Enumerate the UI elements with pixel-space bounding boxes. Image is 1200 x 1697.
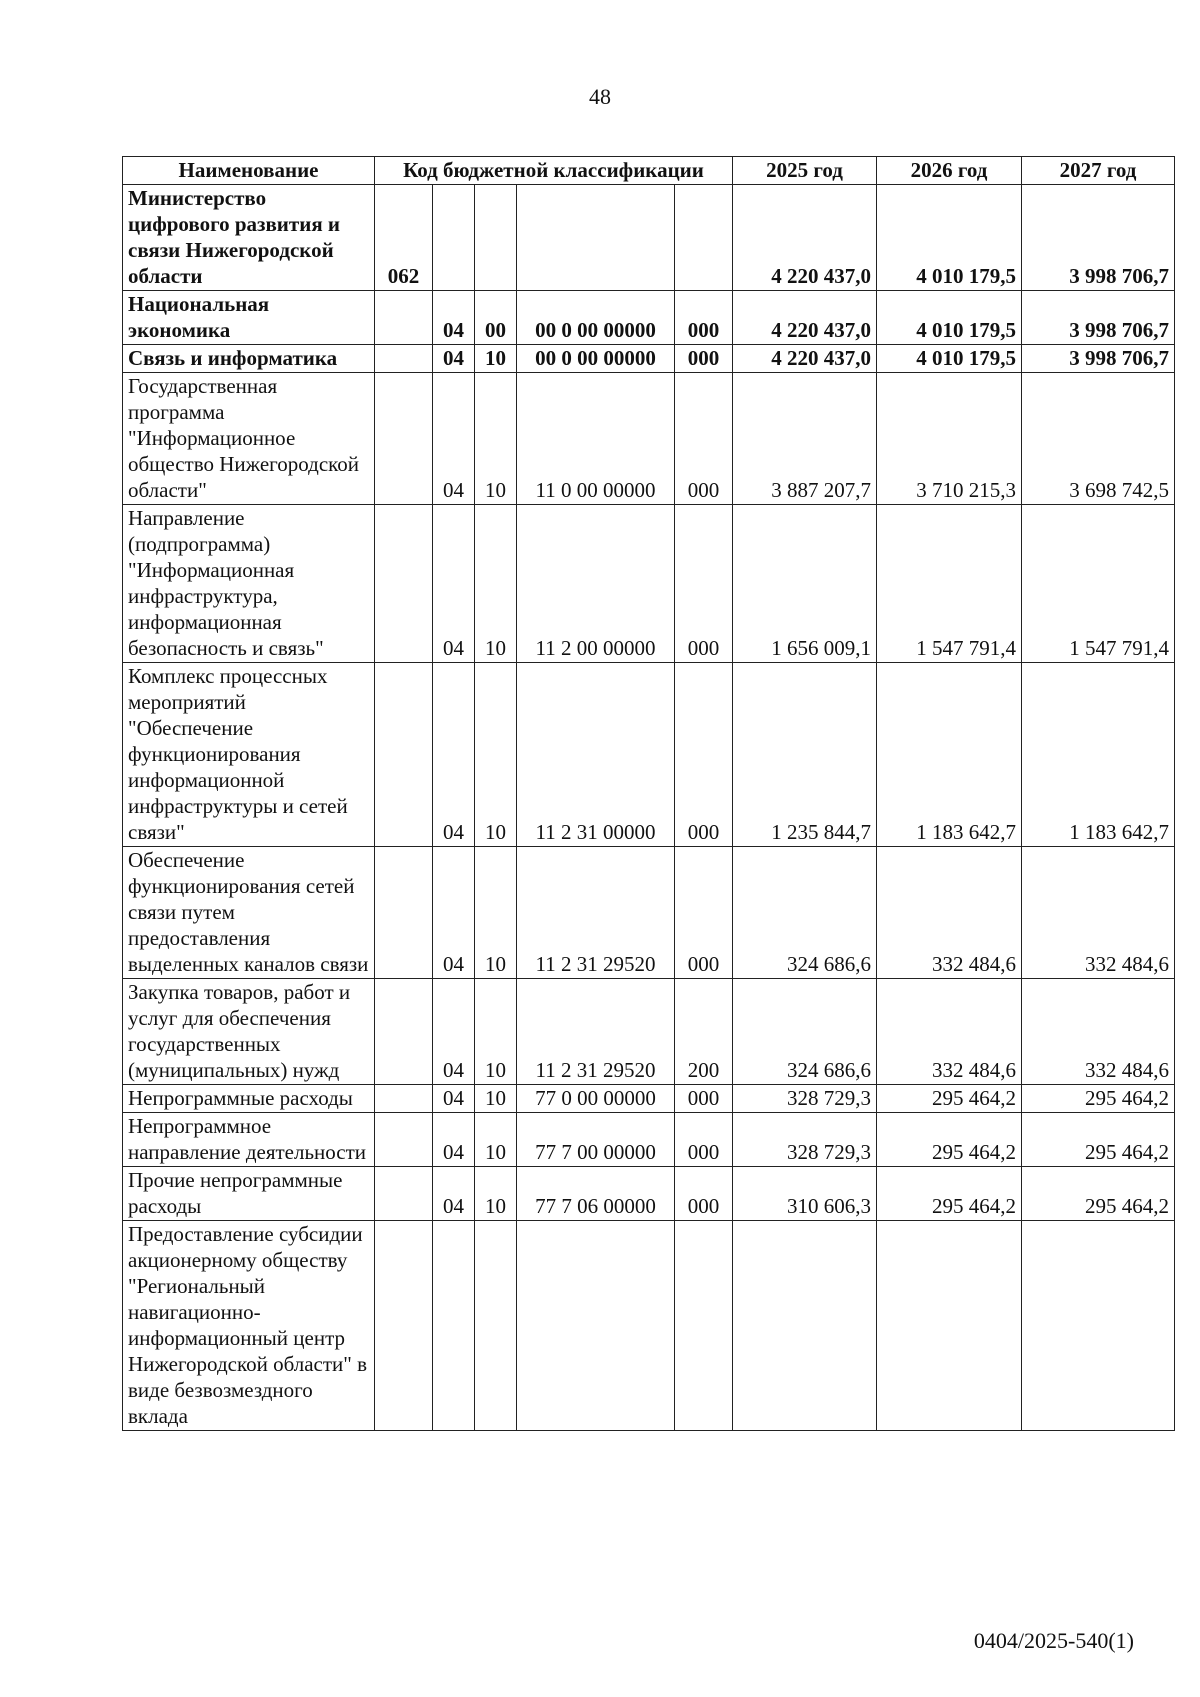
row-name: Направление (подпрограмма) "Информационная инфраструктура, информационная безопасность и связь" xyxy=(123,505,375,663)
amount-2026: 3 710 215,3 xyxy=(877,373,1022,505)
section-code: 04 xyxy=(433,847,475,979)
ministry-code xyxy=(375,291,433,345)
table-row xyxy=(123,185,1175,291)
expense-code: 000 xyxy=(675,505,733,663)
subsection-code: 10 xyxy=(475,663,517,847)
target-code: 11 2 31 00000 xyxy=(517,663,675,847)
amount-2027: 3 998 706,7 xyxy=(1022,185,1175,291)
expense-code: 000 xyxy=(675,847,733,979)
header-2026: 2026 год xyxy=(877,157,1022,185)
table-row xyxy=(123,373,1175,505)
expense-code: 000 xyxy=(675,1113,733,1167)
target-code: 77 7 00 00000 xyxy=(517,1113,675,1167)
header-2025: 2025 год xyxy=(733,157,877,185)
amount-2025: 4 220 437,0 xyxy=(733,185,877,291)
row-name: Закупка товаров, работ и услуг для обеспечения государственных (муниципальных) нужд xyxy=(123,979,375,1085)
amount-2026: 1 183 642,7 xyxy=(877,663,1022,847)
target-code xyxy=(517,1221,675,1431)
expense-code: 000 xyxy=(675,345,733,373)
row-name: Прочие непрограммные расходы xyxy=(123,1167,375,1221)
target-code: 11 0 00 00000 xyxy=(517,373,675,505)
ministry-code xyxy=(375,663,433,847)
amount-2025: 310 606,3 xyxy=(733,1167,877,1221)
subsection-code: 10 xyxy=(475,1167,517,1221)
amount-2026: 295 464,2 xyxy=(877,1113,1022,1167)
target-code: 11 2 00 00000 xyxy=(517,505,675,663)
section-code: 04 xyxy=(433,291,475,345)
amount-2026: 1 547 791,4 xyxy=(877,505,1022,663)
row-name: Государственная программа "Информационное общество Нижегородской области" xyxy=(123,373,375,505)
amount-2025: 4 220 437,0 xyxy=(733,345,877,373)
amount-2026: 295 464,2 xyxy=(877,1167,1022,1221)
table-row xyxy=(123,291,1175,345)
amount-2026: 4 010 179,5 xyxy=(877,291,1022,345)
amount-2027: 1 547 791,4 xyxy=(1022,505,1175,663)
section-code: 04 xyxy=(433,1167,475,1221)
expense-code xyxy=(675,185,733,291)
target-code: 00 0 00 00000 xyxy=(517,291,675,345)
subsection-code: 10 xyxy=(475,979,517,1085)
table-row xyxy=(123,1221,1175,1431)
amount-2027: 3 998 706,7 xyxy=(1022,345,1175,373)
table-row xyxy=(123,1113,1175,1167)
section-code xyxy=(433,185,475,291)
table-row xyxy=(123,979,1175,1085)
table-row xyxy=(123,663,1175,847)
section-code: 04 xyxy=(433,505,475,663)
amount-2027: 332 484,6 xyxy=(1022,847,1175,979)
amount-2027: 295 464,2 xyxy=(1022,1113,1175,1167)
amount-2027: 1 183 642,7 xyxy=(1022,663,1175,847)
expense-code: 000 xyxy=(675,373,733,505)
ministry-code: 062 xyxy=(375,185,433,291)
target-code: 77 7 06 00000 xyxy=(517,1167,675,1221)
target-code: 11 2 31 29520 xyxy=(517,847,675,979)
row-name: Обеспечение функционирования сетей связи путем предоставления выделенных каналов связи xyxy=(123,847,375,979)
ministry-code xyxy=(375,1167,433,1221)
target-code xyxy=(517,185,675,291)
expense-code: 000 xyxy=(675,291,733,345)
row-name: Предоставление субсидии акционерному обществу "Региональный навигационно-информационный центр Нижегородской области" в виде безвозмездного вклада xyxy=(123,1221,375,1431)
section-code: 04 xyxy=(433,345,475,373)
row-name: Национальная экономика xyxy=(123,291,375,345)
page-number: 48 xyxy=(589,84,611,109)
budget-table xyxy=(122,156,1175,1431)
section-code: 04 xyxy=(433,663,475,847)
target-code: 11 2 31 29520 xyxy=(517,979,675,1085)
ministry-code xyxy=(375,1221,433,1431)
section-code: 04 xyxy=(433,979,475,1085)
subsection-code: 10 xyxy=(475,373,517,505)
amount-2027 xyxy=(1022,1221,1175,1431)
ministry-code xyxy=(375,1113,433,1167)
ministry-code xyxy=(375,979,433,1085)
header-code: Код бюджетной классификации xyxy=(375,157,733,185)
subsection-code: 10 xyxy=(475,345,517,373)
subsection-code xyxy=(475,185,517,291)
amount-2025: 328 729,3 xyxy=(733,1085,877,1113)
expense-code xyxy=(675,1221,733,1431)
amount-2026: 295 464,2 xyxy=(877,1085,1022,1113)
subsection-code xyxy=(475,1221,517,1431)
section-code: 04 xyxy=(433,373,475,505)
amount-2025 xyxy=(733,1221,877,1431)
amount-2025: 1 235 844,7 xyxy=(733,663,877,847)
target-code: 00 0 00 00000 xyxy=(517,345,675,373)
section-code: 04 xyxy=(433,1113,475,1167)
table-row xyxy=(123,345,1175,373)
subsection-code: 10 xyxy=(475,505,517,663)
subsection-code: 10 xyxy=(475,1085,517,1113)
expense-code: 000 xyxy=(675,1167,733,1221)
amount-2027: 332 484,6 xyxy=(1022,979,1175,1085)
document-code: 0404/2025-540(1) xyxy=(973,1628,1134,1653)
amount-2025: 3 887 207,7 xyxy=(733,373,877,505)
expense-code: 000 xyxy=(675,1085,733,1113)
header-2027: 2027 год xyxy=(1022,157,1175,185)
table-row xyxy=(123,1085,1175,1113)
ministry-code xyxy=(375,1085,433,1113)
row-name: Министерство цифрового развития и связи Нижегородской области xyxy=(123,185,375,291)
target-code: 77 0 00 00000 xyxy=(517,1085,675,1113)
amount-2026: 4 010 179,5 xyxy=(877,345,1022,373)
amount-2025: 4 220 437,0 xyxy=(733,291,877,345)
amount-2027: 3 998 706,7 xyxy=(1022,291,1175,345)
ministry-code xyxy=(375,373,433,505)
table-header-row xyxy=(123,157,1175,185)
expense-code: 200 xyxy=(675,979,733,1085)
header-name: Наименование xyxy=(123,157,375,185)
amount-2025: 1 656 009,1 xyxy=(733,505,877,663)
section-code xyxy=(433,1221,475,1431)
amount-2025: 324 686,6 xyxy=(733,847,877,979)
amount-2027: 295 464,2 xyxy=(1022,1167,1175,1221)
row-name: Непрограммное направление деятельности xyxy=(123,1113,375,1167)
ministry-code xyxy=(375,505,433,663)
ministry-code xyxy=(375,345,433,373)
expense-code: 000 xyxy=(675,663,733,847)
section-code: 04 xyxy=(433,1085,475,1113)
row-name: Непрограммные расходы xyxy=(123,1085,375,1113)
amount-2026: 4 010 179,5 xyxy=(877,185,1022,291)
amount-2026: 332 484,6 xyxy=(877,979,1022,1085)
ministry-code xyxy=(375,847,433,979)
amount-2027: 295 464,2 xyxy=(1022,1085,1175,1113)
amount-2025: 328 729,3 xyxy=(733,1113,877,1167)
subsection-code: 10 xyxy=(475,847,517,979)
table-row xyxy=(123,847,1175,979)
table-row xyxy=(123,505,1175,663)
amount-2026: 332 484,6 xyxy=(877,847,1022,979)
row-name: Комплекс процессных мероприятий "Обеспечение функционирования информационной инфраструктуры и сетей связи" xyxy=(123,663,375,847)
amount-2026 xyxy=(877,1221,1022,1431)
table-row xyxy=(123,1167,1175,1221)
subsection-code: 00 xyxy=(475,291,517,345)
subsection-code: 10 xyxy=(475,1113,517,1167)
amount-2025: 324 686,6 xyxy=(733,979,877,1085)
row-name: Связь и информатика xyxy=(123,345,375,373)
amount-2027: 3 698 742,5 xyxy=(1022,373,1175,505)
